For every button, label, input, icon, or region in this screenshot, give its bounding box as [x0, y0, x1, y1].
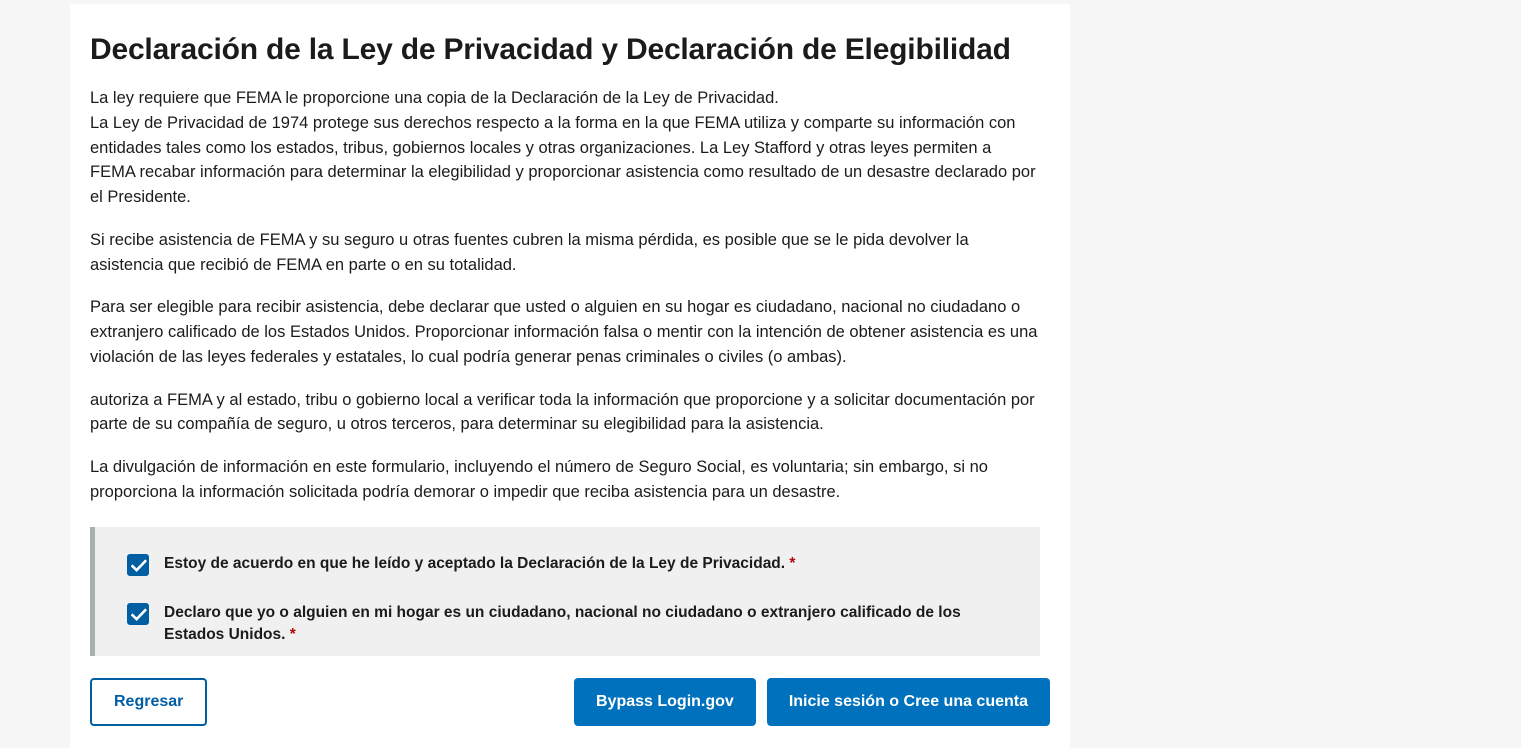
back-button[interactable]: Regresar — [90, 678, 207, 726]
consent-panel — [90, 527, 1040, 673]
checkmark-icon — [131, 559, 147, 573]
privacy-agreement-text: Estoy de acuerdo en que he leído y aceptado la Declaración de la Ley de Privacidad. — [164, 554, 786, 572]
paragraph-disclosure: La divulgación de información en este formulario, incluyendo el número de Seguro Social, es voluntaria; sin embargo, si no proporciona la información solicitada podría demorar o impedir que reciba asistencia para un desastre. — [90, 458, 988, 501]
citizenship-declaration-label — [164, 602, 1018, 647]
footer-actions — [574, 678, 1050, 726]
paragraph-law-requires: La ley requiere que FEMA le proporcione una copia de la Declaración de la Ley de Privacidad. — [90, 89, 779, 107]
form-footer — [70, 656, 1070, 748]
privacy-agreement-checkbox[interactable] — [127, 554, 149, 576]
citizenship-declaration-checkbox[interactable] — [127, 603, 149, 625]
bypass-login-button[interactable]: Bypass Login.gov — [574, 678, 756, 726]
sign-in-or-create-account-button[interactable]: Inicie sesión o Cree una cuenta — [767, 678, 1050, 726]
page-title: Declaración de la Ley de Privacidad y Declaración de Elegibilidad — [90, 33, 1011, 66]
paragraph-privacy-act-1974: La Ley de Privacidad de 1974 protege sus derechos respecto a la forma en la que FEMA utiliza y comparte su información con entidades tales como los estados, tribus, gobiernos locales y otras organizaciones. La Ley Stafford y otras leyes permiten a FEMA recabar información para determinar la elegibilidad y proporcionar asistencia como resultado de un desastre declarado por el Presidente. — [90, 113, 1036, 206]
consent-row-privacy — [127, 553, 1018, 576]
required-marker: * — [789, 554, 796, 572]
paragraph-eligibility: Para ser elegible para recibir asistencia, debe declarar que usted o alguien en su hogar es ciudadano, nacional no ciudadano o extranjero calificado de los Estados Unidos. Proporcionar información falsa o mentir con la intención de obtener asistencia es una violación de las leyes federales y estatales, lo cual podría generar penas criminales o civiles (o ambas). — [90, 298, 1038, 366]
paragraph-duplicate-benefits: Si recibe asistencia de FEMA y su seguro u otras fuentes cubren la misma pérdida, es posible que se le pida devolver la asistencia que recibió de FEMA en parte o en su totalidad. — [90, 230, 969, 274]
paragraph-authorization: autoriza a FEMA y al estado, tribu o gobierno local a verificar toda la información que proporcione y a solicitar documentación por parte de su compañía de seguro, u otros terceros, para determinar su elegibilidad para la asistencia. — [90, 390, 1035, 434]
privacy-agreement-label — [164, 553, 795, 575]
citizenship-declaration-text: Declaro que yo o alguien en mi hogar es un ciudadano, nacional no ciudadano o extranjero calificado de los Estados Unidos. — [164, 603, 961, 643]
checkmark-icon — [131, 608, 147, 622]
privacy-declaration-card — [70, 4, 1070, 706]
required-marker: * — [289, 625, 296, 643]
consent-row-citizenship — [127, 602, 1018, 647]
